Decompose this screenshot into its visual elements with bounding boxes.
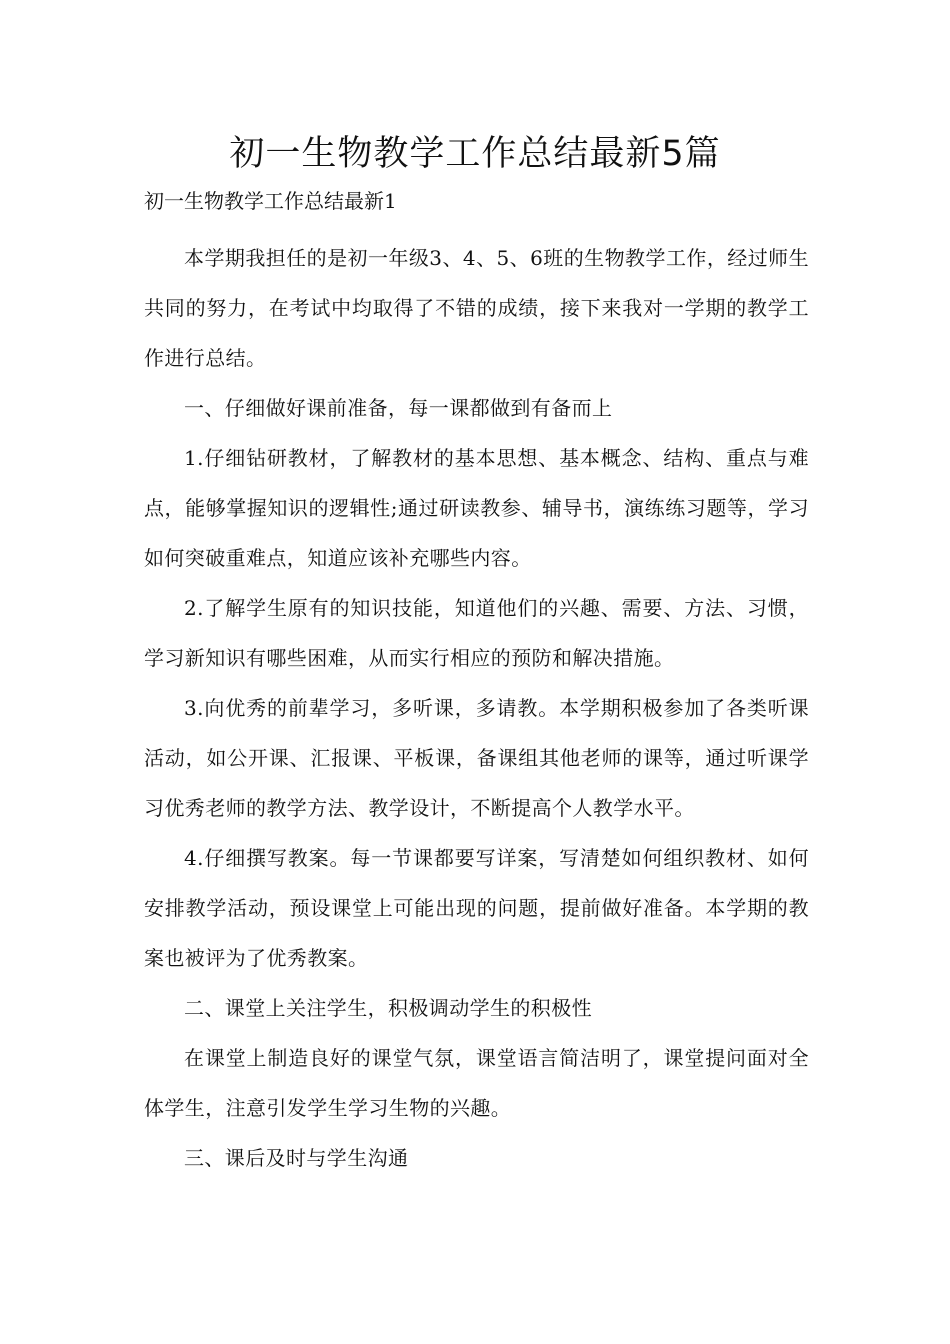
paragraph-intro: 本学期我担任的是初一年级3、4、5、6班的生物教学工作，经过师生共同的努力，在考试中均取得了不错的成绩，接下来我对一学期的教学工作进行总结。: [144, 246, 809, 370]
section-heading-1: 一、仔细做好课前准备，每一课都做到有备而上: [184, 396, 613, 420]
document-title: 初一生物教学工作总结最新5篇: [229, 134, 721, 174]
paragraph-classroom: 在课堂上制造良好的课堂气氛，课堂语言简洁明了，课堂提问面对全体学生，注意引发学生学习生物的兴趣。: [144, 1046, 809, 1120]
section-heading-3: 三、课后及时与学生沟通: [184, 1146, 409, 1170]
paragraph-item-4: 4.仔细撰写教案。每一节课都要写详案，写清楚如何组织教材、如何安排教学活动，预设课堂上可能出现的问题，提前做好准备。本学期的教案也被评为了优秀教案。: [144, 846, 809, 970]
document-subtitle: 初一生物教学工作总结最新1: [144, 189, 397, 213]
paragraph-item-2: 2.了解学生原有的知识技能，知道他们的兴趣、需要、方法、习惯，学习新知识有哪些困难，从而实行相应的预防和解决措施。: [144, 596, 809, 670]
document-body: [144, 233, 809, 1183]
paragraph-item-3: 3.向优秀的前辈学习，多听课，多请教。本学期积极参加了各类听课活动，如公开课、汇报课、平板课，备课组其他老师的课等，通过听课学习优秀老师的教学方法、教学设计，不断提高个人教学水平。: [144, 696, 809, 820]
paragraph-item-1: 1.仔细钻研教材，了解教材的基本思想、基本概念、结构、重点与难点，能够掌握知识的逻辑性;通过研读教参、辅导书，演练练习题等，学习如何突破重难点，知道应该补充哪些内容。: [144, 446, 809, 570]
section-heading-2: 二、课堂上关注学生，积极调动学生的积极性: [184, 996, 592, 1020]
